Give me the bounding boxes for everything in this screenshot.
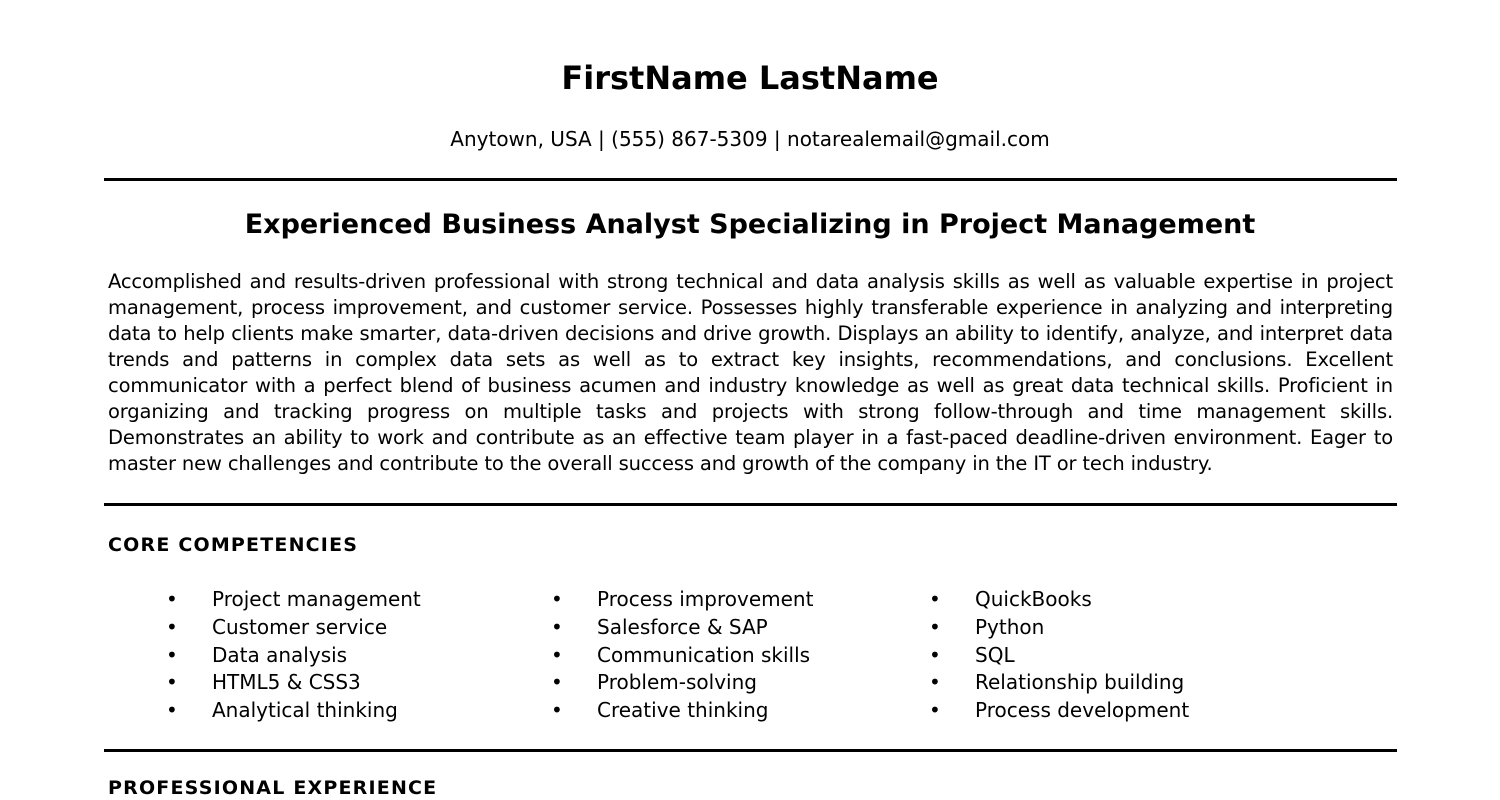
competency-label: Project management bbox=[212, 587, 421, 611]
divider bbox=[104, 749, 1397, 752]
competency-label: Process development bbox=[975, 698, 1190, 723]
bullet-icon: • bbox=[166, 670, 178, 695]
competency-label: Python bbox=[975, 614, 1045, 639]
competency-item bbox=[166, 697, 421, 725]
competency-item bbox=[929, 642, 1189, 670]
bullet-icon: • bbox=[166, 587, 178, 611]
competency-item bbox=[551, 697, 813, 725]
competency-label: Process improvement bbox=[597, 587, 814, 611]
bullet-icon: • bbox=[551, 587, 563, 611]
competency-item bbox=[166, 614, 421, 642]
professional-experience-heading: PROFESSIONAL EXPERIENCE bbox=[108, 777, 438, 799]
competency-item bbox=[166, 586, 421, 614]
divider bbox=[104, 178, 1397, 181]
competency-label: Creative thinking bbox=[597, 698, 769, 723]
competency-label: Data analysis bbox=[212, 642, 348, 667]
bullet-icon: • bbox=[929, 642, 941, 667]
bullet-icon: • bbox=[166, 698, 178, 723]
candidate-name: FirstName LastName bbox=[561, 59, 939, 97]
bullet-icon: • bbox=[929, 614, 941, 639]
competency-item bbox=[929, 586, 1189, 614]
competencies-column-1 bbox=[166, 586, 421, 725]
divider bbox=[104, 503, 1397, 506]
resume-headline: Experienced Business Analyst Specializing in Project Management bbox=[244, 209, 1256, 240]
competency-item bbox=[551, 614, 813, 642]
competency-item bbox=[166, 642, 421, 670]
competencies-column-2 bbox=[551, 586, 813, 725]
competency-label: Salesforce & SAP bbox=[597, 614, 768, 639]
contact-info: Anytown, USA | (555) 867-5309 | notarealemail@gmail.com bbox=[450, 127, 1050, 151]
competency-label: Problem-solving bbox=[597, 670, 757, 695]
core-competencies-heading: CORE COMPETENCIES bbox=[108, 534, 359, 556]
bullet-icon: • bbox=[551, 698, 563, 723]
competency-label: Relationship building bbox=[975, 670, 1185, 695]
competency-item bbox=[551, 586, 813, 614]
competency-label: SQL bbox=[975, 642, 1015, 667]
competency-label: Customer service bbox=[212, 614, 388, 639]
bullet-icon: • bbox=[166, 614, 178, 639]
bullet-icon: • bbox=[929, 587, 941, 611]
bullet-icon: • bbox=[166, 642, 178, 667]
competency-item bbox=[166, 669, 421, 697]
competency-item bbox=[929, 669, 1189, 697]
competency-label: QuickBooks bbox=[975, 587, 1092, 611]
competency-item bbox=[551, 669, 813, 697]
bullet-icon: • bbox=[929, 698, 941, 723]
competency-item bbox=[929, 697, 1189, 725]
bullet-icon: • bbox=[551, 614, 563, 639]
bullet-icon: • bbox=[929, 670, 941, 695]
competency-label: Analytical thinking bbox=[212, 698, 398, 723]
competency-item bbox=[929, 614, 1189, 642]
bullet-icon: • bbox=[551, 670, 563, 695]
competency-item bbox=[551, 642, 813, 670]
professional-summary: Accomplished and results-driven professional with strong technical and data analysis skills as well as valuable expertise in project management, process improvement, and customer service. Possesses highly transferable experience in analyzing and interpreting data to help clients make smarter, data-driven decisions and drive growth. Displays an ability to identify, analyze, and interpret data trends and patterns in complex data sets as well as to extract key insights, recommendations, and conclusions. Excellent communicator with a perfect blend of business acumen and industry knowledge as well as great data technical skills. Proficient in organizing and tracking progress on multiple tasks and projects with strong follow-through and time management skills. Demonstrates an ability to work and contribute as an effective team player in a fast-paced deadline-driven environment. Eager to master new challenges and contribute to the overall success and growth of the company in the IT or tech industry. bbox=[108, 270, 1393, 475]
competencies-column-3 bbox=[929, 586, 1189, 725]
bullet-icon: • bbox=[551, 642, 563, 667]
competency-label: Communication skills bbox=[597, 642, 811, 667]
competency-label: HTML5 & CSS3 bbox=[212, 670, 361, 695]
